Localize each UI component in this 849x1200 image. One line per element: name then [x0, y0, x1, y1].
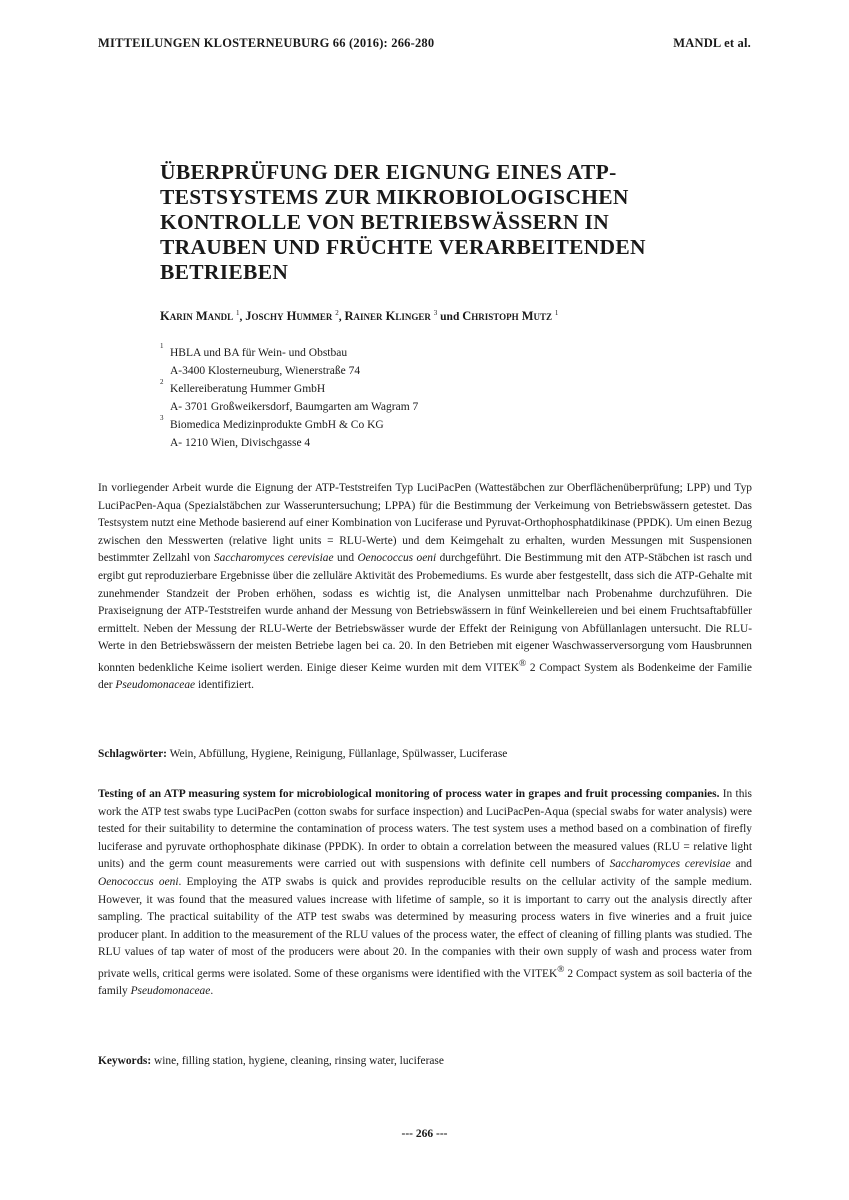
family-name: Pseudomonaceae	[130, 985, 211, 998]
keywords-label: Schlagwörter:	[98, 748, 167, 760]
affiliation-line	[160, 416, 418, 434]
keywords-text: wine, filling station, hygiene, cleaning, rinsing water, luciferase	[151, 1055, 444, 1067]
affiliation-line	[160, 344, 418, 362]
affiliation-institution: Biomedica Medizinprodukte GmbH & Co KG	[170, 419, 384, 431]
abstract-text: 2 Compact System als Bodenkeime der Familie der	[98, 661, 752, 692]
author-separator: ,	[338, 311, 345, 323]
species-name: Oenococcus oeni	[357, 552, 437, 565]
affiliation-institution: Kellereiberatung Hummer GmbH	[170, 383, 326, 395]
author-affiliation-mark: 2	[335, 309, 339, 318]
abstract-german	[98, 480, 752, 695]
keywords-german	[98, 746, 752, 764]
species-name: Saccharomyces cerevisiae	[213, 552, 334, 565]
page-number: --- 266 ---	[401, 1128, 448, 1140]
keywords-english	[98, 1053, 752, 1071]
author-name: Joschy Hummer	[245, 309, 333, 323]
keywords-text: Wein, Abfüllung, Hygiene, Reinigung, Füllanlage, Spülwasser, Luciferase	[166, 748, 508, 760]
family-name: Pseudomonaceae	[115, 679, 196, 692]
abstract-text: In vorliegender Arbeit wurde die Eignung der ATP-Teststreifen Typ LuciPacPen (Wattestäbchen zur Oberflächenüberprüfung; LPP) und Typ LuciPacPen-Aqua (Spezialstäbchen zur Wasseruntersuchung; LPPA) für die Bestimmung der Verkeimung von Betriebswässern getestet. Das Testsystem nutzt eine Methode basierend auf einer Kombination von Luciferase und Pyruvat-Orthophosphatdikinase (PPDK). Um einen Bezug zwischen den Messwerten (relative light units = RLU-Werte) und dem Keimgehalt zu erhalten, wurden Messungen mit Suspensionen bestimmter Zellzahl von	[98, 482, 753, 565]
author-name: Rainer Klinger	[344, 309, 431, 323]
keywords-label: Keywords:	[98, 1055, 152, 1067]
species-name: Saccharomyces cerevisiae	[609, 858, 731, 871]
abstract-text: identifiziert.	[195, 679, 254, 692]
affiliation-number: 1	[160, 342, 164, 350]
author-affiliation-mark: 1	[236, 309, 240, 318]
author-affiliation-mark: 3	[433, 309, 438, 318]
registered-mark: ®	[557, 964, 565, 975]
affiliation-address: A- 3701 Großweikersdorf, Baumgarten am Wagram 7	[170, 401, 419, 413]
species-name: Oenococcus oeni	[98, 875, 179, 888]
author-short: MANDL et al.	[673, 36, 751, 50]
affiliation-number: 2	[160, 378, 164, 386]
affiliation-address: A-3400 Klosterneuburg, Wienerstraße 74	[170, 365, 361, 377]
author-name: Christoph Mutz	[462, 309, 553, 323]
author-name: Karin Mandl	[160, 309, 234, 323]
affiliation-list	[160, 344, 418, 452]
abstract-english-title: Testing of an ATP measuring system for microbiological monitoring of process water in grapes and fruit processing companies.	[98, 788, 720, 800]
abstract-text: . Employing the ATP swabs is quick and provides reproducible results on the cellular activity of the sample medium. However, it was found that the measured values increase with lifetime of sample, so it is important to carry out the analysis directly after sampling. The practical suitability of the ATP test swabs was determined by measuring process waters in five wineries and a fruit juice producer plant. In addition to the measurement of the RLU values of the process water, the effect of cleaning of filling plants was studied. The RLU values of tap water of most of the producers were about 20. In the companies with their own supply of wash and process water from private wells, critical germs were isolated. Some of these organisms were identified with the VITEK	[98, 875, 752, 980]
affiliation-number: 3	[160, 414, 164, 422]
author-separator: und	[437, 311, 463, 323]
abstract-text: In this work the ATP test swabs type LuciPacPen (cotton swabs for surface inspection) and LuciPacPen-Aqua (special swabs for water analysis) were tested for their suitability to determine the contamination of process waters. The test system uses a method based on a combination of firefly luciferase and pyruvate orthophosphate dikinase (PPDK). In order to obtain a correlation between the measured values (RLU = relative light units) and the germ count measurements were carried out with suspensions with definite cell numbers of	[98, 788, 752, 871]
affiliation-institution: HBLA und BA für Wein- und Obstbau	[170, 347, 348, 359]
article-title: ÜBERPRÜFUNG DER EIGNUNG EINES ATP-TESTSYSTEMS ZUR MIKROBIOLOGISCHEN KONTROLLE VON BETRIEBSWÄSSERN IN TRAUBEN UND FRÜCHTE VERARBEITENDEN BETRIEBEN	[160, 160, 646, 284]
journal-citation: MITTEILUNGEN KLOSTERNEUBURG 66 (2016): 266-280	[98, 36, 435, 50]
abstract-text: 2 Compact system as soil bacteria of the family	[98, 967, 752, 998]
author-list	[160, 309, 558, 324]
affiliation-line	[160, 380, 418, 398]
abstract-english	[98, 786, 752, 1001]
abstract-text: .	[210, 985, 214, 998]
abstract-text: durchgeführt. Die Bestimmung mit den ATP-Stäbchen ist rasch und ergibt gut reproduzierbare Ergebnisse über die zelluläre Aktivität des Probemediums. Es wurde aber festgestellt, dass sich die ATP-Gehalte mit zunehmender Standzeit der Proben erhöhen, sodass es wichtig ist, die Analysen unmittelbar nach Probenahme durchzuführen. Die Praxiseignung der ATP-Teststreifen wurde anhand der Messung von Betriebswässern in fünf Weinkellereien und bei einem Fruchtsaftabfüller ermittelt. Neben der Messung der RLU-Werte der Betriebswässer wurde der Effekt der Reinigung von Abfüllanlagen untersucht. Die RLU-Werte in den Betriebswässern der meisten Betriebe lagen bei ca. 20. In den Betrieben mit eigener Waschwasserversorgung vom Hausbrunnen konnten bedenkliche Keime isoliert werden. Einige dieser Keime wurden mit dem VITEK	[98, 552, 752, 674]
author-affiliation-mark: 1	[554, 309, 559, 318]
abstract-text: and	[730, 858, 752, 871]
registered-mark: ®	[518, 658, 527, 669]
affiliation-address: A- 1210 Wien, Divischgasse 4	[170, 437, 311, 449]
author-separator: ,	[239, 311, 246, 323]
running-header	[98, 36, 751, 51]
abstract-text: und	[333, 552, 358, 565]
